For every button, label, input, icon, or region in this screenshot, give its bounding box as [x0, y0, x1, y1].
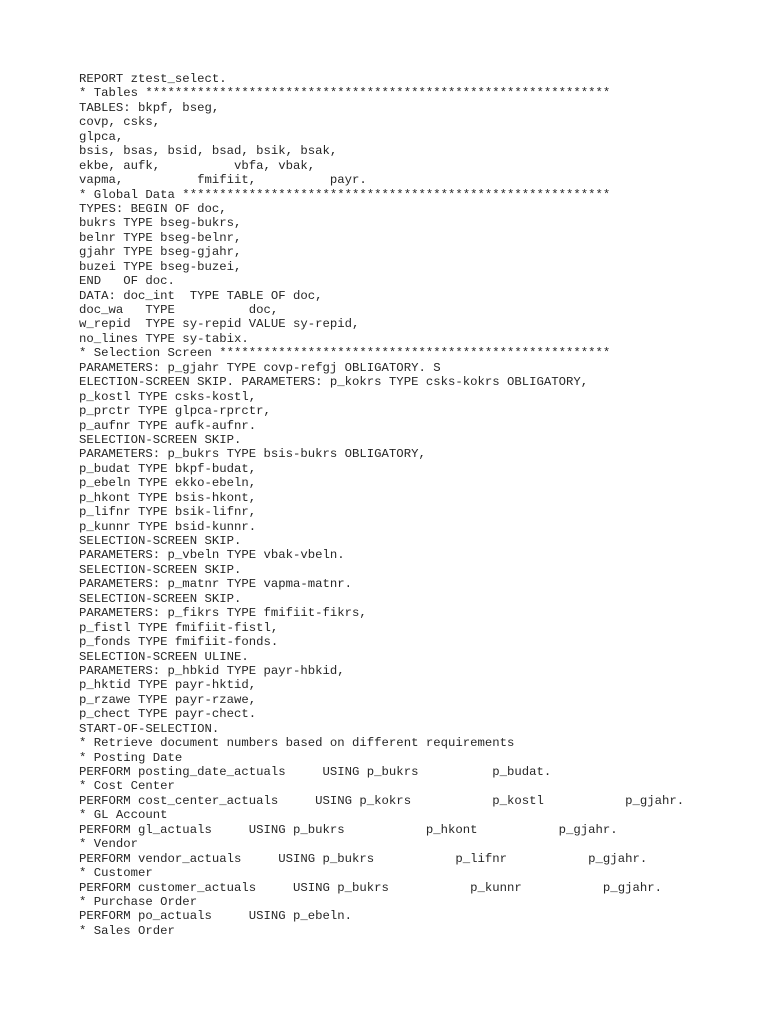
code-line: SELECTION-SCREEN SKIP. [79, 534, 242, 548]
code-line: START-OF-SELECTION. [79, 721, 220, 736]
code-line: * Global Data ********************************************************** [79, 187, 611, 202]
code-line: * Vendor [79, 837, 139, 852]
code-line: doc_wa TYPE doc, [79, 303, 279, 317]
code-line: vapma, fmifiit, payr. [79, 173, 367, 188]
code-line: buzei TYPE bseg-buzei, [79, 259, 242, 274]
code-line: DATA: doc_int TYPE TABLE OF doc, [79, 288, 323, 303]
code-line: PERFORM posting_date_actuals USING p_bukrs p_budat. [79, 765, 552, 779]
code-listing [79, 72, 684, 938]
code-line: glpca, [79, 129, 124, 144]
code-line: p_prctr TYPE glpca-rprctr, [79, 404, 271, 419]
code-line: SELECTION-SCREEN SKIP. [79, 432, 242, 447]
code-line: END OF doc. [79, 274, 175, 289]
code-line: bukrs TYPE bseg-bukrs, [79, 216, 242, 231]
code-line: REPORT ztest_select. [79, 72, 227, 86]
code-line: p_budat TYPE bkpf-budat, [79, 461, 257, 476]
code-line: covp, csks, [79, 115, 161, 130]
code-line: w_repid TYPE sy-repid VALUE sy-repid, [79, 317, 360, 332]
code-line: PERFORM po_actuals USING p_ebeln. [79, 909, 353, 924]
code-line: p_ebeln TYPE ekko-ebeln, [79, 476, 257, 491]
code-line: bsis, bsas, bsid, bsad, bsik, bsak, [79, 144, 338, 159]
code-line: PARAMETERS: p_matnr TYPE vapma-matnr. [79, 577, 353, 592]
code-line: p_rzawe TYPE payr-rzawe, [79, 692, 257, 707]
code-line: PERFORM cost_center_actuals USING p_kokrs p_kostl p_gjahr. [79, 793, 685, 808]
code-line: * Selection Screen ***************************************************** [79, 346, 611, 361]
code-line: p_fistl TYPE fmifiit-fistl, [79, 620, 279, 635]
code-line: * Customer [79, 866, 153, 881]
code-line: p_aufnr TYPE aufk-aufnr. [79, 418, 257, 433]
code-line: * Sales Order [79, 923, 175, 938]
code-line: p_hktid TYPE payr-hktid, [79, 678, 257, 693]
code-line: * Tables *************************************************************** [79, 86, 611, 101]
code-line: PERFORM customer_actuals USING p_bukrs p_kunnr p_gjahr. [79, 880, 662, 895]
code-line: p_kunnr TYPE bsid-kunnr. [79, 519, 257, 534]
code-line: p_kostl TYPE csks-kostl, [79, 389, 257, 404]
code-line: PERFORM vendor_actuals USING p_bukrs p_lifnr p_gjahr. [79, 851, 648, 866]
code-line: gjahr TYPE bseg-gjahr, [79, 245, 242, 260]
code-line: p_hkont TYPE bsis-hkont, [79, 490, 257, 505]
code-line: * Retrieve document numbers based on different requirements [79, 736, 515, 751]
code-line: belnr TYPE bseg-belnr, [79, 230, 242, 245]
code-line: TABLES: bkpf, bseg, [79, 100, 220, 115]
code-line: * Posting Date [79, 750, 183, 765]
code-line: SELECTION-SCREEN SKIP. [79, 562, 242, 577]
code-line: * GL Account [79, 808, 168, 823]
code-line: SELECTION-SCREEN ULINE. [79, 649, 249, 664]
code-line: PERFORM gl_actuals USING p_bukrs p_hkont p_gjahr. [79, 822, 618, 837]
code-line: PARAMETERS: p_bukrs TYPE bsis-bukrs OBLIGATORY, [79, 447, 426, 462]
code-line: PARAMETERS: p_fikrs TYPE fmifiit-fikrs, [79, 606, 367, 621]
code-line: TYPES: BEGIN OF doc, [79, 201, 227, 216]
code-line: p_fonds TYPE fmifiit-fonds. [79, 635, 279, 650]
code-line: ekbe, aufk, vbfa, vbak, [79, 158, 316, 173]
code-line: * Cost Center [79, 779, 175, 794]
code-line: ELECTION-SCREEN SKIP. PARAMETERS: p_kokrs TYPE csks-kokrs OBLIGATORY, [79, 375, 589, 390]
code-line: * Purchase Order [79, 894, 198, 909]
code-line: SELECTION-SCREEN SKIP. [79, 591, 242, 606]
code-line: PARAMETERS: p_gjahr TYPE covp-refgj OBLIGATORY. S [79, 360, 441, 375]
code-line: PARAMETERS: p_hbkid TYPE payr-hbkid, [79, 663, 345, 678]
code-line: PARAMETERS: p_vbeln TYPE vbak-vbeln. [79, 548, 345, 563]
code-line: p_lifnr TYPE bsik-lifnr, [79, 505, 257, 520]
code-line: p_chect TYPE payr-chect. [79, 707, 257, 722]
code-line: no_lines TYPE sy-tabix. [79, 331, 249, 346]
